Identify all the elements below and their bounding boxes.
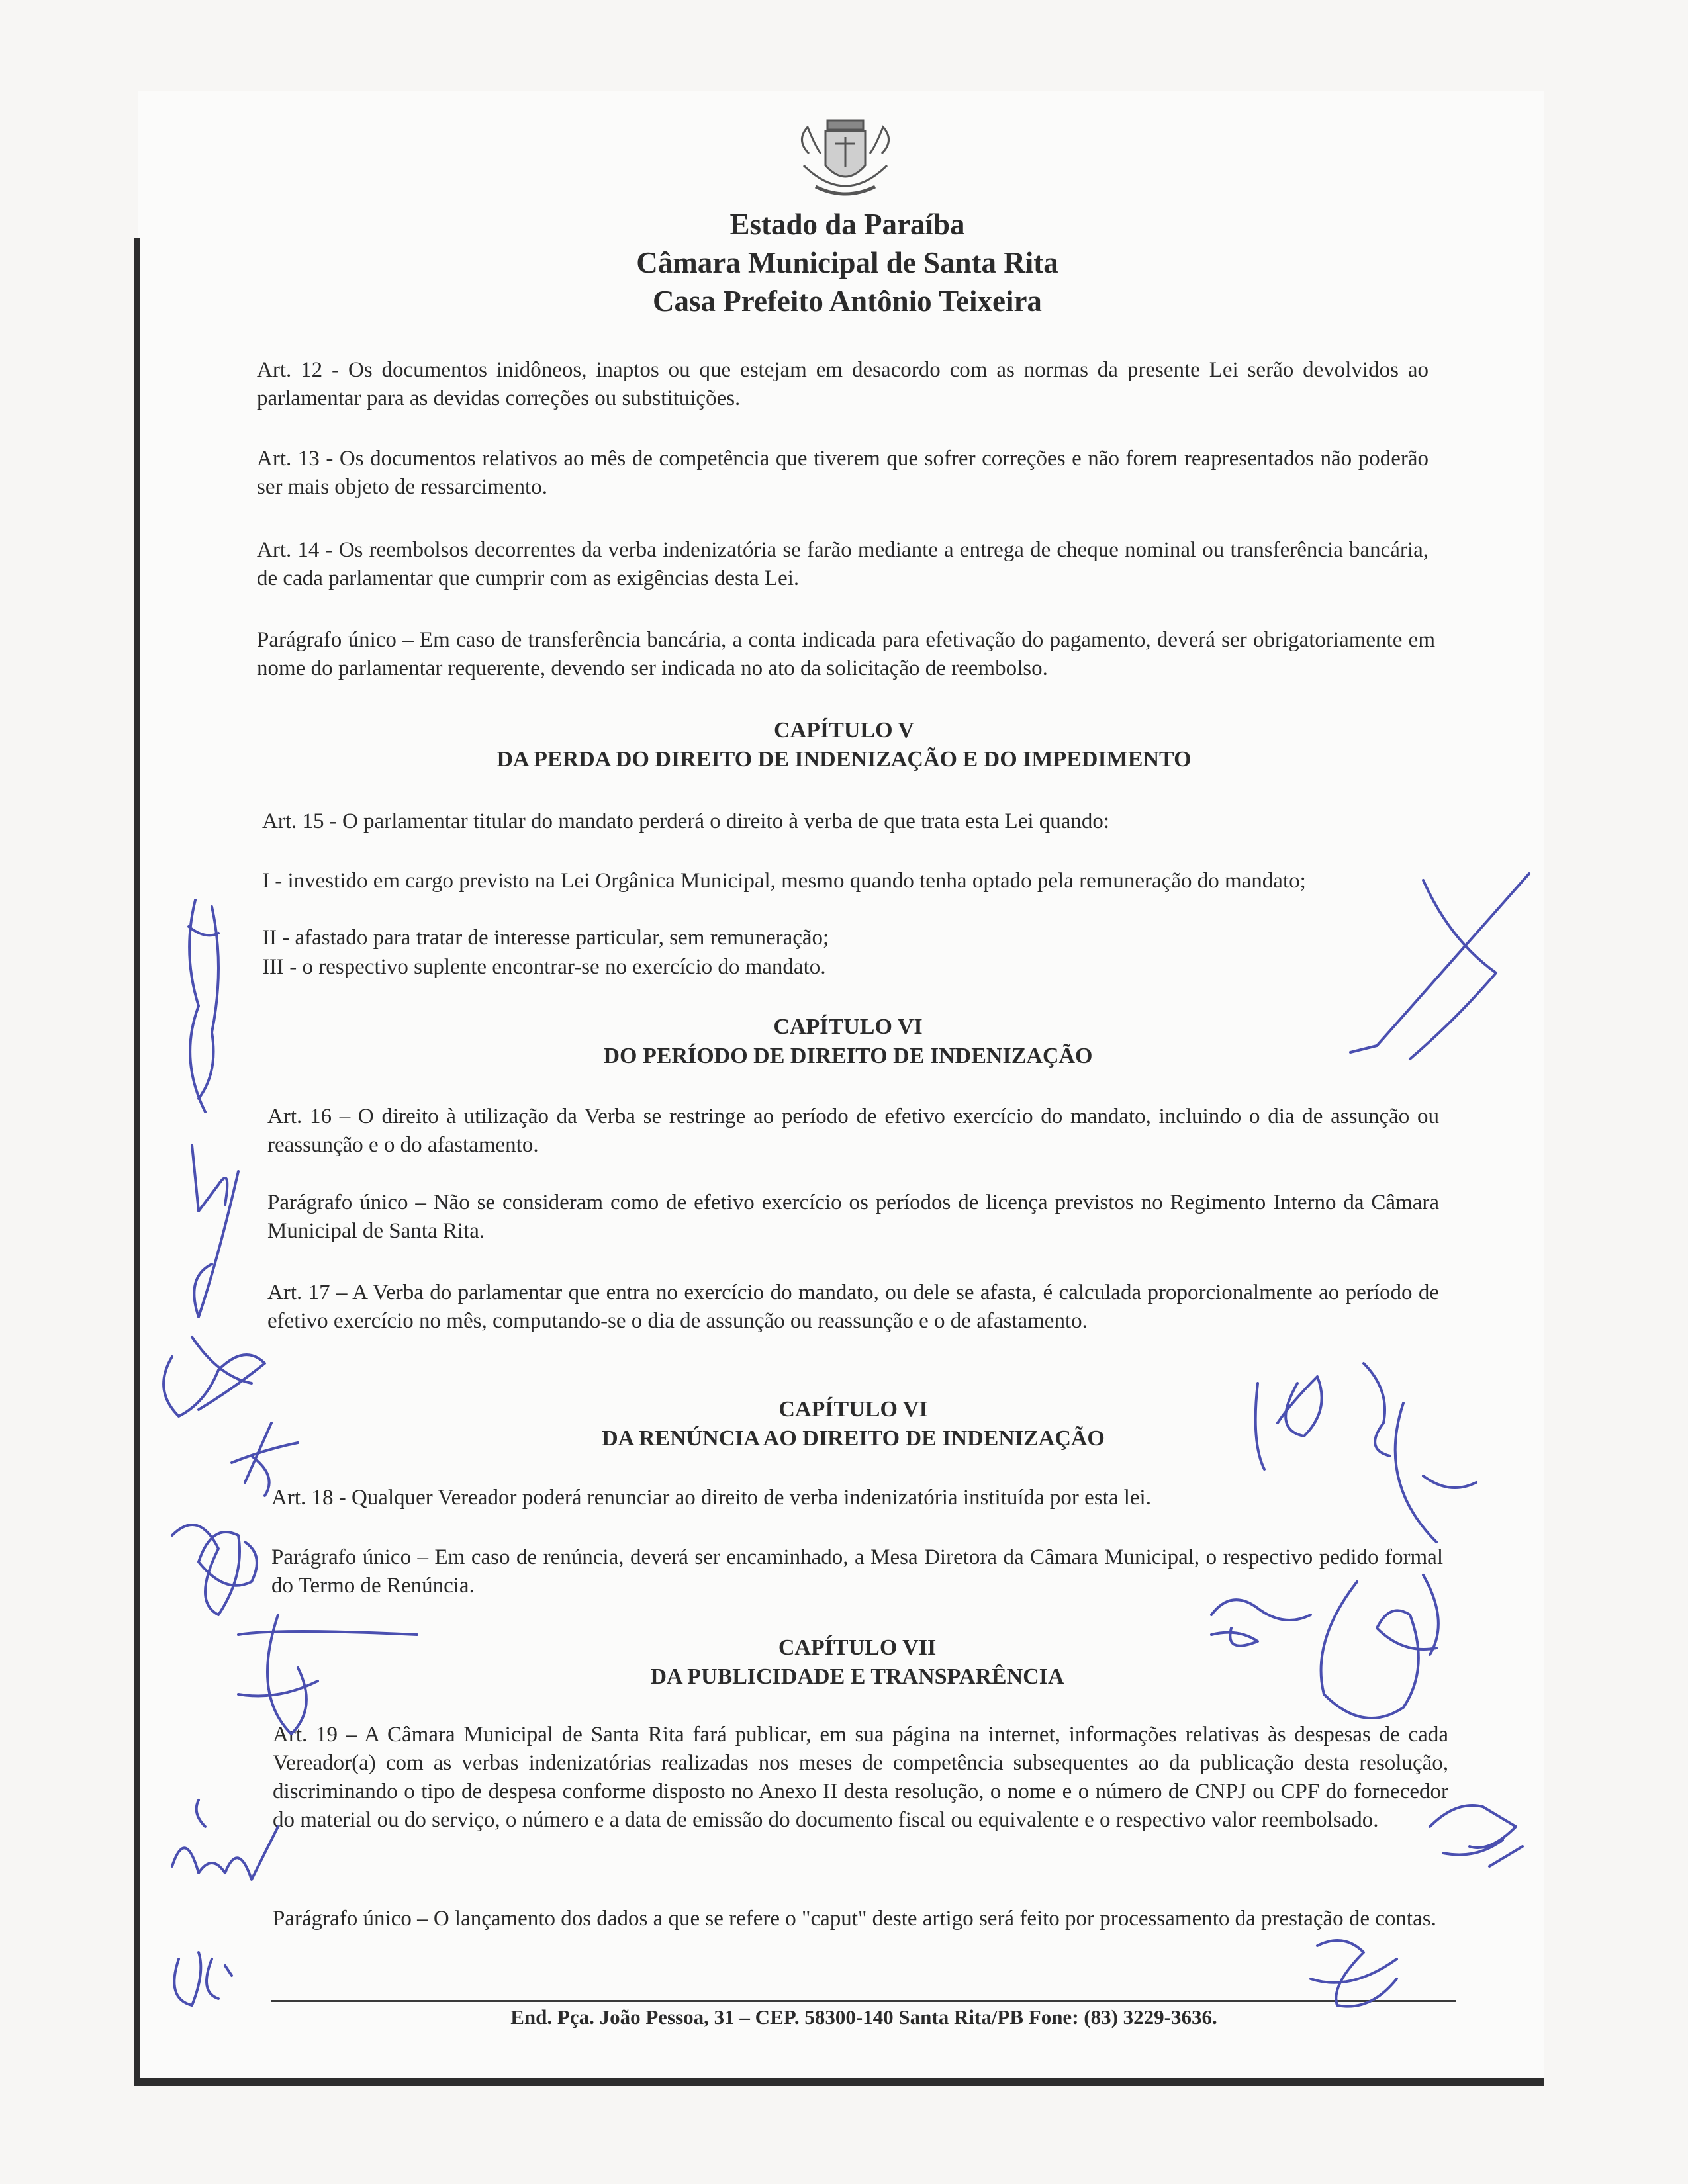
scan-edge-bottom (134, 2078, 1544, 2086)
article-18-paragraph: Parágrafo único – Em caso de renúncia, deverá ser encaminhado, a Mesa Diretora da Câmara Municipal, o respectivo pedido formal do Termo de Renúncia. (271, 1545, 1443, 1598)
article-12: Art. 12 - Os documentos inidôneos, inaptos ou que estejam em desacordo com as normas da presente Lei serão devolvidos ao parlamentar para as devidas correções ou substituições. (257, 358, 1429, 410)
header-chamber: Câmara Municipal de Santa Rita (636, 246, 1058, 279)
article-18: Art. 18 - Qualquer Vereador poderá renunciar ao direito de verba indenizatória instituída por esta lei. (271, 1486, 1151, 1510)
chapter-5-subtitle: DA PERDA DO DIREITO DE INDENIZAÇÃO E DO IMPEDIMENTO (496, 747, 1192, 772)
chapter-6b-title: CAPÍTULO VI (778, 1397, 928, 1422)
coat-of-arms-icon (789, 114, 902, 208)
article-15-item-i: I - investido em cargo previsto na Lei Orgânica Municipal, mesmo quando tenha optado pela remuneração do mandato; (262, 869, 1306, 893)
chapter-7-subtitle: DA PUBLICIDADE E TRANSPARÊNCIA (650, 1664, 1064, 1689)
letterhead (397, 205, 1297, 320)
article-14-paragraph: Parágrafo único – Em caso de transferência bancária, a conta indicada para efetivação do pagamento, deverá ser obrigatoriamente em nome do parlamentar requerente, devendo ser indicada no ato da solicitação de reembolso. (257, 628, 1435, 680)
article-15-item-ii: II - afastado para tratar de interesse particular, sem remuneração; (262, 926, 829, 950)
article-19-paragraph: Parágrafo único – O lançamento dos dados a que se refere o "caput" deste artigo será feito por processamento da prestação de contas. (273, 1907, 1436, 1931)
article-15: Art. 15 - O parlamentar titular do mandato perderá o direito à verba de que trata esta Lei quando: (262, 809, 1110, 833)
chapter-6b-subtitle: DA RENÚNCIA AO DIREITO DE INDENIZAÇÃO (602, 1426, 1105, 1451)
chapter-7-heading (271, 1633, 1443, 1692)
header-state: Estado da Paraíba (729, 208, 965, 241)
header-house: Casa Prefeito Antônio Teixeira (653, 285, 1042, 318)
chapter-5-title: CAPÍTULO V (774, 718, 914, 743)
footer-site-cut (271, 2030, 1456, 2040)
chapter-6-title: CAPÍTULO VI (773, 1015, 923, 1039)
chapter-6b-heading (267, 1395, 1439, 1453)
article-15-item-iii: III - o respectivo suplente encontrar-se no exercício do mandato. (262, 955, 826, 979)
article-19: Art. 19 – A Câmara Municipal de Santa Rita fará publicar, em sua página na internet, informações relativas às despesas de cada Vereador(a) com as verbas indenizatórias realizadas nos meses de competência subsequentes ao da publicação desta resolução, discriminando o tipo de despesa conforme disposto no Anexo II desta resolução, o nome e o número de CNPJ ou CPF do fornecedor do material ou do serviço, o número e a data de emissão do documento fiscal ou equivalente e o respectivo valor reembolsado. (273, 1723, 1448, 1832)
chapter-6-heading (262, 1013, 1434, 1071)
chapter-7-title: CAPÍTULO VII (778, 1635, 937, 1660)
article-14: Art. 14 - Os reembolsos decorrentes da verba indenizatória se farão mediante a entrega de cheque nominal ou transferência bancária, de cada parlamentar que cumprir com as exigências desta Lei. (257, 538, 1429, 590)
article-13: Art. 13 - Os documentos relativos ao mês de competência que tiverem que sofrer correções e não forem reapresentados não poderão ser mais objeto de ressarcimento. (257, 447, 1429, 499)
article-16: Art. 16 – O direito à utilização da Verba se restringe ao período de efetivo exercício do mandato, incluindo o dia de assunção ou reassunção e o do afastamento. (267, 1105, 1439, 1157)
chapter-5-heading (258, 716, 1430, 774)
chapter-6-subtitle: DO PERÍODO DE DIREITO DE INDENIZAÇÃO (603, 1044, 1093, 1068)
scan-edge-left (134, 238, 140, 2085)
footer-address: End. Pça. João Pessoa, 31 – CEP. 58300-140 Santa Rita/PB Fone: (83) 3229-3636. (510, 2005, 1217, 2028)
article-16-paragraph: Parágrafo único – Não se consideram como de efetivo exercício os períodos de licença previstos no Regimento Interno da Câmara Municipal de Santa Rita. (267, 1191, 1439, 1243)
footer-divider (271, 2000, 1456, 2002)
article-17: Art. 17 – A Verba do parlamentar que entra no exercício do mandato, ou dele se afasta, é calculada proporcionalmente ao período de efetivo exercício no mês, computando-se o dia de assunção ou reassunção e o de afastamento. (267, 1281, 1439, 1333)
